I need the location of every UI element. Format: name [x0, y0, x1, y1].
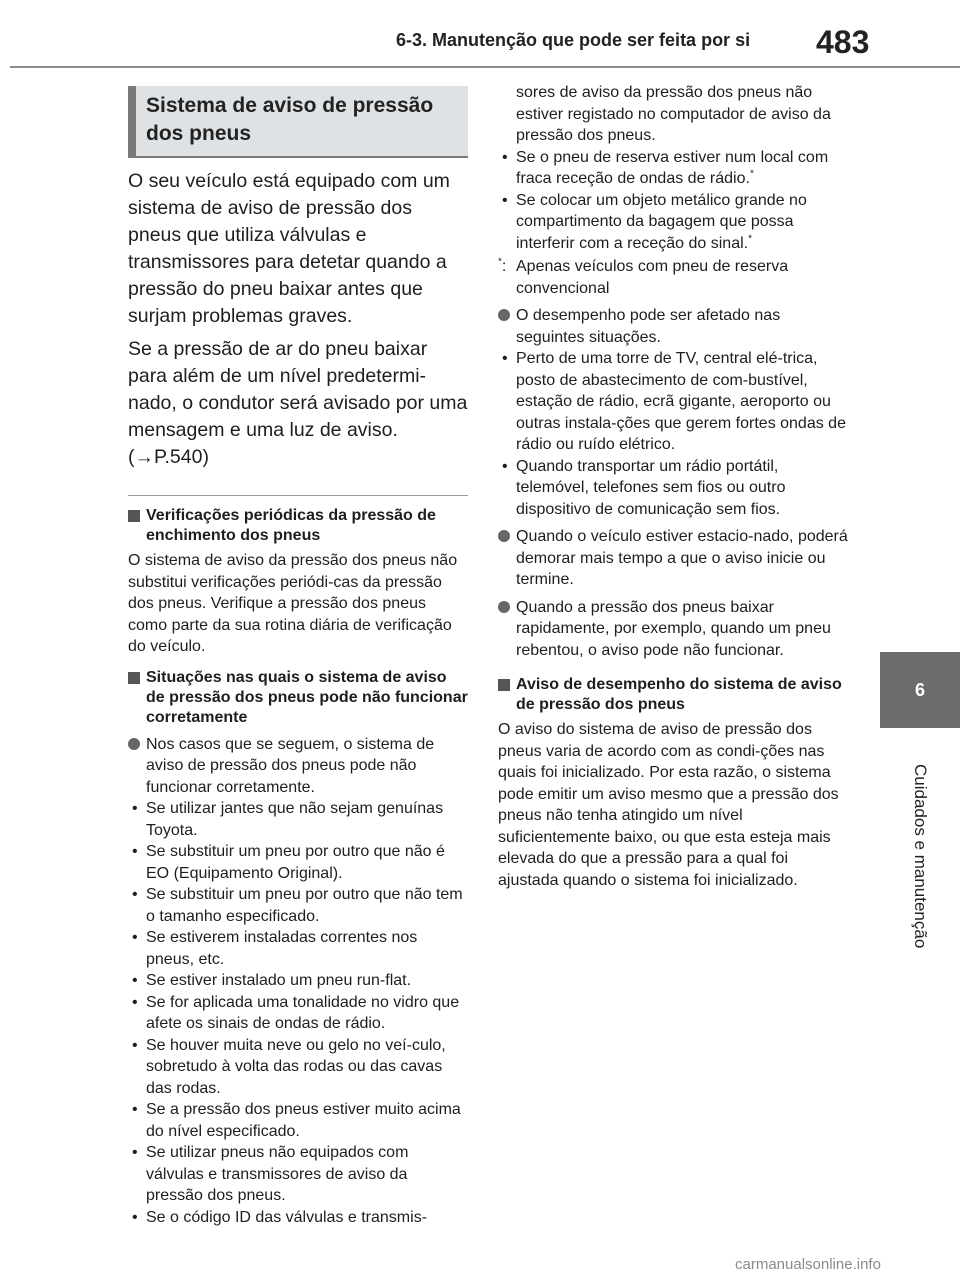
situation-item-2: O desempenho pode ser afetado nas seguintes situações.: [498, 305, 848, 348]
list-item-continuation: sores de aviso da pressão dos pneus não estiver registado no computador de aviso da pressão dos pneus.: [516, 84, 831, 144]
intro-paragraph-1: O seu veículo está equipado com um sistema de aviso de pressão dos pneus que utiliza válvulas e transmissores para detetar quando a pressão do pneu baixar antes que surjam problemas graves.: [128, 170, 450, 327]
page-number: 483: [816, 24, 870, 60]
situation-item-3: Quando o veículo estiver estacio-nado, poderá demorar mais tempo a que o aviso inicie ou termine.: [498, 526, 848, 591]
page-header: [0, 0, 960, 70]
running-header-section: 6-3. Manutenção que pode ser feita por si: [396, 30, 751, 50]
circle-bullet-icon: [498, 601, 510, 613]
square-bullet-icon: [498, 679, 510, 691]
list-item: • Se o pneu de reserva estiver num local com fraca receção de ondas de rádio.*: [498, 147, 848, 190]
list-item: • Perto de uma torre de TV, central elé-trica, posto de abastecimento de com-bustível, estação de rádio, ecrã gigante, aeroporto ou outras instala-ções que gerem fortes ondas de rádio ou ruído elétrico.: [498, 348, 848, 456]
footnote: *: Apenas veículos com pneu de reserva convencional: [498, 256, 789, 297]
list-item: • Se estiver instalado um pneu run-flat.: [128, 970, 468, 992]
performance-body: O aviso do sistema de aviso de pressão dos pneus varia de acordo com as condi-ções nas quais foi inicializado. Por esta razão, o sistema pode emitir um aviso mesmo que a pressão dos pneus não tenha atingido um nível suficientemente baixo, ou que esta esteja mais elevada do que a pressão para a qual foi ajustada quando o sistema foi inicializado.: [498, 721, 839, 889]
list-item: • Se estiverem instaladas correntes nos pneus, etc.: [128, 927, 468, 970]
chapter-title: Cuidados e manutenção: [911, 763, 930, 949]
situations-heading: Situações nas quais o sistema de aviso de pressão dos pneus pode não funcionar corretamente: [128, 668, 468, 728]
chapter-title-tab: [880, 736, 960, 976]
left-column: [128, 86, 468, 1228]
checks-body: O sistema de aviso da pressão dos pneus não substitui verificações periódi-cas da pressão dos pneus. Verifique a pressão dos pneus como parte da sua rotina diária de verificação do veículo.: [128, 552, 458, 655]
square-bullet-icon: [128, 510, 140, 522]
watermark: carmanualsonline.info: [735, 1256, 881, 1273]
list-item: • Se o código ID das válvulas e transmis-: [128, 1207, 468, 1229]
list-item: • Se colocar um objeto metálico grande no compartimento da bagagem que possa interferir com a receção do sinal.*: [498, 190, 848, 255]
list-item: • Se houver muita neve ou gelo no veí-culo, sobretudo à volta das rodas ou das cavas das rodas.: [128, 1035, 468, 1100]
subsection-divider: [128, 495, 468, 496]
circle-bullet-icon: [128, 738, 140, 750]
circle-bullet-icon: [498, 309, 510, 321]
performance-heading: Aviso de desempenho do sistema de aviso de pressão dos pneus: [498, 675, 848, 715]
list-item: • Se substituir um pneu por outro que não tem o tamanho especificado.: [128, 884, 468, 927]
footnote-marker: *: [749, 168, 754, 180]
chapter-number-tab: [880, 652, 960, 728]
chapter-number: 6: [914, 679, 925, 700]
situation-item-4: Quando a pressão dos pneus baixar rapidamente, por exemplo, quando um pneu rebentou, o aviso pode não funcionar.: [498, 597, 848, 662]
square-bullet-icon: [128, 672, 140, 684]
list-item: • Se substituir um pneu por outro que não é EO (Equipamento Original).: [128, 841, 468, 884]
situation-item-1: Nos casos que se seguem, o sistema de aviso de pressão dos pneus pode não funcionar corretamente.: [128, 734, 468, 799]
circle-bullet-icon: [498, 530, 510, 542]
section-title: Sistema de aviso de pressão dos pneus: [128, 86, 468, 158]
header-divider: [10, 66, 960, 68]
footnote-marker: *: [748, 233, 753, 245]
right-column: [498, 82, 848, 901]
situation-1-bullet-list: [128, 798, 468, 1228]
situation-2-bullet-list: [498, 348, 848, 520]
list-item: • Quando transportar um rádio portátil, telemóvel, telefones sem fios ou outro dispositivo de comunicação sem fios.: [498, 456, 848, 521]
intro-paragraph-2: Se a pressão de ar do pneu baixar para além de um nível predetermi-nado, o condutor será avisado por uma mensagem e uma luz de aviso. (→P.540): [128, 338, 468, 468]
situation-1-bullet-list-continued: [498, 82, 848, 254]
list-item: • Se utilizar jantes que não sejam genuínas Toyota.: [128, 798, 468, 841]
list-item: • Se utilizar pneus não equipados com válvulas e transmissores de aviso da pressão dos pneus.: [128, 1142, 468, 1207]
checks-heading: Verificações periódicas da pressão de enchimento dos pneus: [128, 506, 468, 546]
list-item: • Se a pressão dos pneus estiver muito acima do nível especificado.: [128, 1099, 468, 1142]
list-item: • Se for aplicada uma tonalidade no vidro que afete os sinais de ondas de rádio.: [128, 992, 468, 1035]
